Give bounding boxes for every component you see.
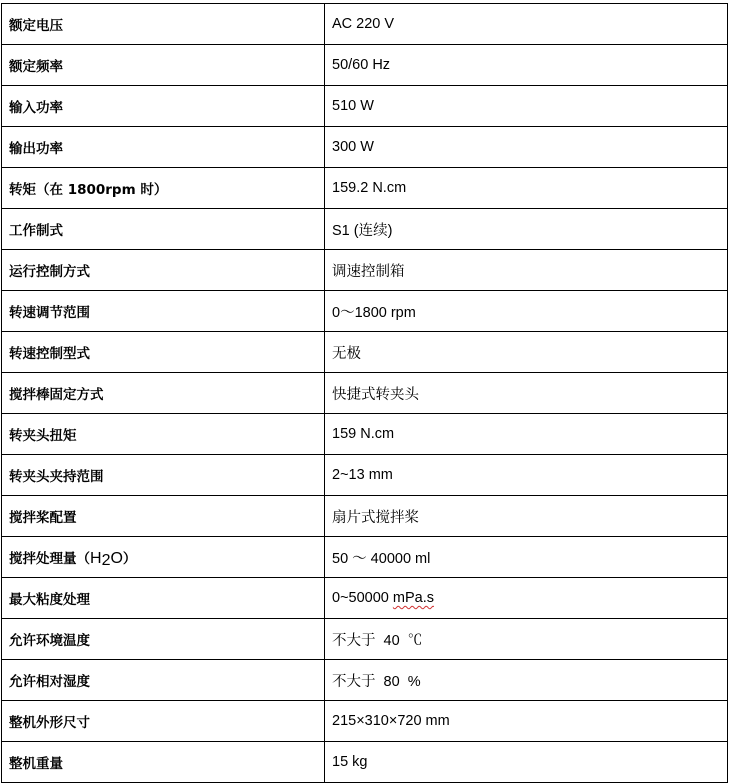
spec-value: 调速控制箱 (325, 250, 728, 291)
spec-label: 额定电压 (2, 4, 325, 45)
spec-label-suffix: ） (122, 550, 137, 567)
spec-value: 510 W (325, 86, 728, 127)
spec-label: 转夹头扭矩 (2, 414, 325, 455)
spec-value: 300 W (325, 127, 728, 168)
spec-label: 允许环境温度 (2, 619, 325, 660)
spec-label: 额定频率 (2, 45, 325, 86)
spec-value: 不大于 40 ℃ (325, 619, 728, 660)
table-row (2, 86, 728, 127)
table-row (2, 414, 728, 455)
table-row (2, 332, 728, 373)
table-row (2, 291, 728, 332)
spec-value: 159.2 N.cm (325, 168, 728, 209)
spec-label: 转矩（在 1800rpm 时） (2, 168, 325, 209)
spec-label: 搅拌棒固定方式 (2, 373, 325, 414)
table-row (2, 619, 728, 660)
spec-label: 最大粘度处理 (2, 578, 325, 619)
spec-label: 整机重量 (2, 742, 325, 783)
spec-label: 搅拌桨配置 (2, 496, 325, 537)
table-row (2, 742, 728, 783)
spec-value: 0～1800 rpm (325, 291, 728, 332)
formula-h: H (90, 549, 102, 567)
spec-value: 50/60 Hz (325, 45, 728, 86)
formula-sub: 2 (101, 551, 111, 569)
spec-label: 整机外形尺寸 (2, 701, 325, 742)
spec-label: 输出功率 (2, 127, 325, 168)
spec-label: 运行控制方式 (2, 250, 325, 291)
table-row (2, 537, 728, 578)
spec-label: 转速控制型式 (2, 332, 325, 373)
table-row (2, 4, 728, 45)
spec-value: AC 220 V (325, 4, 728, 45)
spec-label-prefix: 搅拌处理量（ (9, 550, 90, 567)
table-row (2, 168, 728, 209)
spec-label: 允许相对湿度 (2, 660, 325, 701)
spec-value-prefix: 0~50000 (332, 590, 393, 606)
table-row (2, 660, 728, 701)
table-row (2, 209, 728, 250)
spec-value: 快捷式转夹头 (325, 373, 728, 414)
spec-value: 扇片式搅拌桨 (325, 496, 728, 537)
table-row (2, 373, 728, 414)
formula-o: O (110, 549, 123, 567)
table-row (2, 455, 728, 496)
spec-value: 无极 (325, 332, 728, 373)
spec-value (325, 578, 728, 619)
spec-value: 15 kg (325, 742, 728, 783)
table-row (2, 701, 728, 742)
spec-label: 转速调节范围 (2, 291, 325, 332)
spec-table (1, 3, 728, 783)
spec-value: S1 (连续) (325, 209, 728, 250)
spec-value: 50 ～ 40000 ml (325, 537, 728, 578)
spec-value: 215×310×720 mm (325, 701, 728, 742)
spec-label: 转夹头夹持范围 (2, 455, 325, 496)
spec-label: 工作制式 (2, 209, 325, 250)
spec-value: 不大于 80 % (325, 660, 728, 701)
table-row (2, 127, 728, 168)
table-row (2, 250, 728, 291)
table-row (2, 45, 728, 86)
spec-value: 159 N.cm (325, 414, 728, 455)
spec-label: 输入功率 (2, 86, 325, 127)
spellcheck-word: mPa.s (392, 590, 434, 606)
spec-label (2, 537, 325, 578)
table-row (2, 496, 728, 537)
table-row (2, 578, 728, 619)
spec-value: 2~13 mm (325, 455, 728, 496)
